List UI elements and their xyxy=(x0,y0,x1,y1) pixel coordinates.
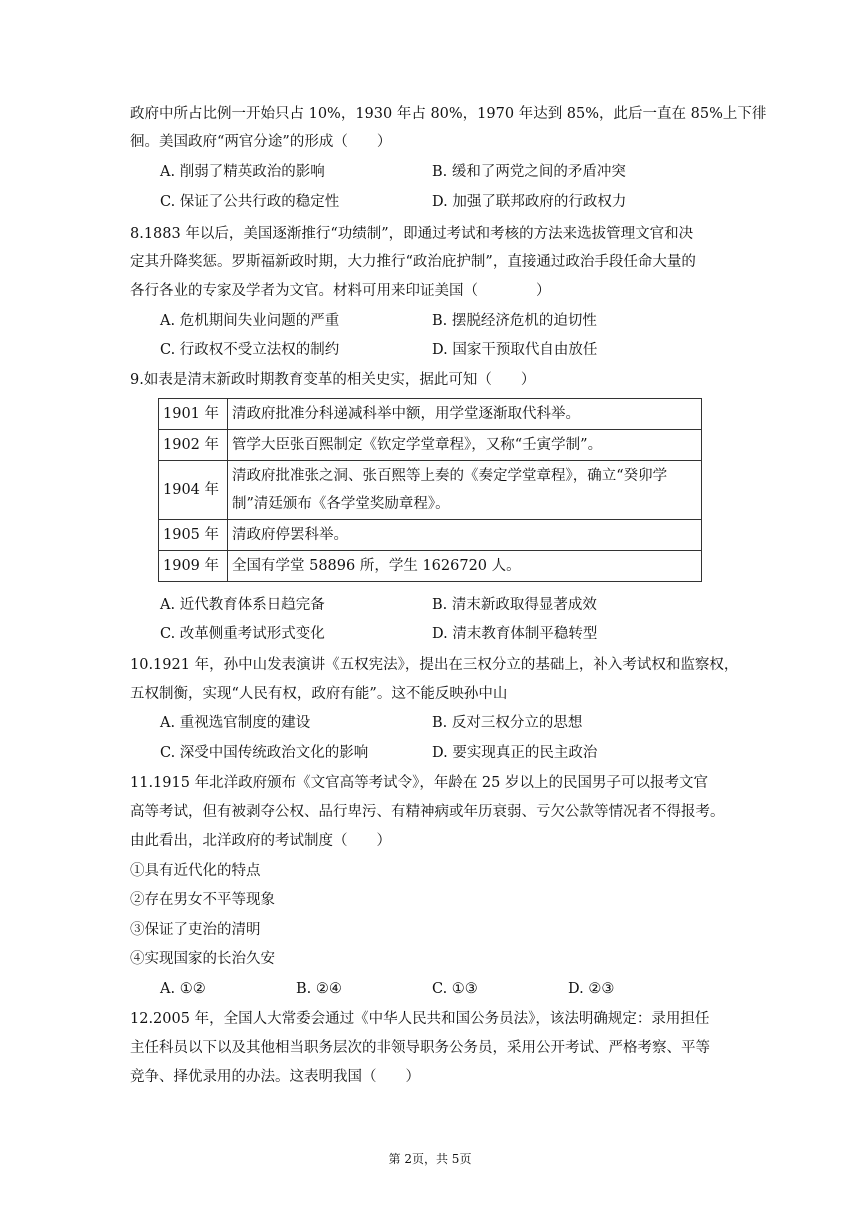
table-cell-event xyxy=(228,551,702,582)
q11-option-c: C. ①③ xyxy=(432,981,478,997)
q11-line-2: 高等考试，但有被剥夺公权、品行卑污、有精神病或年历衰弱、亏欠公款等情况者不得报考。 xyxy=(130,804,725,820)
q9-stem: 9.如表是清末新政时期教育变革的相关史实，据此可知（ ） xyxy=(130,372,536,388)
table-cell-event xyxy=(228,430,702,461)
table-cell-year: 1904 年 xyxy=(159,461,228,520)
q8-option-c: C. 行政权不受立法权的制约 xyxy=(160,342,340,358)
q8-line-1: 8.1883 年以后，美国逐渐推行“功绩制”，即通过考试和考核的方法来选拔管理文官和决 xyxy=(130,226,694,242)
q8-option-d: D. 国家干预取代自由放任 xyxy=(432,342,598,358)
q9-option-a: A. 近代教育体系日趋完备 xyxy=(160,597,325,613)
q10-option-b: B. 反对三权分立的思想 xyxy=(432,715,583,731)
table-row xyxy=(159,520,702,551)
q10-line-1: 10.1921 年，孙中山发表演讲《五权宪法》，提出在三权分立的基础上，补入考试权和监察权， xyxy=(130,657,739,673)
table-cell-year: 1902 年 xyxy=(159,430,228,461)
q7-option-a: A. 削弱了精英政治的影响 xyxy=(160,164,325,180)
q11-line-3: 由此看出，北洋政府的考试制度（ ） xyxy=(130,833,391,849)
event-text: 清政府批准张之洞、张百熙等上奏的《奏定学堂章程》，确立“癸卯学 xyxy=(232,468,668,484)
q7-line-1: 政府中所占比例一开始只占 10%，1930 年占 80%，1970 年达到 85%，此后一直在 85%上下徘 xyxy=(130,106,767,122)
table-cell-event xyxy=(228,461,702,520)
q9-option-d: D. 清末教育体制平稳转型 xyxy=(432,626,598,642)
q10-option-c: C. 深受中国传统政治文化的影响 xyxy=(160,745,369,761)
q8-line-3: 各行各业的专家及学者为文官。材料可用来印证美国（ ） xyxy=(130,283,551,299)
q7-line-2: 徊。美国政府“两官分途”的形成（ ） xyxy=(130,134,392,150)
q11-item-1: ①具有近代化的特点 xyxy=(130,863,261,879)
q11-option-d: D. ②③ xyxy=(568,981,615,997)
q11-option-a: A. ①② xyxy=(160,981,206,997)
q11-item-2: ②存在男女不平等现象 xyxy=(130,892,275,908)
table-row xyxy=(159,399,702,430)
q8-option-a: A. 危机期间失业问题的严重 xyxy=(160,313,340,329)
table-row xyxy=(159,551,702,582)
q7-option-b: B. 缓和了两党之间的矛盾冲突 xyxy=(432,164,626,180)
q11-option-b: B. ②④ xyxy=(296,981,342,997)
table-cell-year: 1905 年 xyxy=(159,520,228,551)
table-cell-event xyxy=(228,399,702,430)
q12-line-3: 竞争、择优录用的办法。这表明我国（ ） xyxy=(130,1069,420,1085)
table-cell-year: 1909 年 xyxy=(159,551,228,582)
q12-line-2: 主任科员以下以及其他相当职务层次的非领导职务公务员，采用公开考试、严格考察、平等 xyxy=(130,1040,710,1056)
q11-line-1: 11.1915 年北洋政府颁布《文官高等考试令》，年龄在 25 岁以上的民国男子可以报考文官 xyxy=(130,775,708,791)
page-number-footer: 第 2页，共 5页 xyxy=(388,1152,472,1166)
event-text: 清政府停罢科举。 xyxy=(232,527,348,543)
q8-line-2: 定其升降奖惩。罗斯福新政时期，大力推行“政治庇护制”，直接通过政治手段任命大量的 xyxy=(130,254,696,270)
q11-item-3: ③保证了吏治的清明 xyxy=(130,922,261,938)
q11-item-4: ④实现国家的长治久安 xyxy=(130,951,275,967)
event-text: 管学大臣张百熙制定《钦定学堂章程》，又称“壬寅学制”。 xyxy=(232,437,603,453)
q9-history-table xyxy=(158,398,702,582)
table-row xyxy=(159,461,702,520)
q10-line-2: 五权制衡，实现“人民有权，政府有能”。这不能反映孙中山 xyxy=(130,686,508,702)
event-text: 清政府批准分科递减科举中额，用学堂逐渐取代科举。 xyxy=(232,406,580,422)
q9-option-c: C. 改革侧重考试形式变化 xyxy=(160,626,325,642)
table-row xyxy=(159,430,702,461)
q12-line-1: 12.2005 年，全国人大常委会通过《中华人民共和国公务员法》，该法明确规定：录用担任 xyxy=(130,1011,710,1027)
event-text: 制”清廷颁布《各学堂奖励章程》。 xyxy=(232,496,450,512)
q7-option-d: D. 加强了联邦政府的行政权力 xyxy=(432,194,627,210)
q10-option-a: A. 重视选官制度的建设 xyxy=(160,715,311,731)
q8-option-b: B. 摆脱经济危机的迫切性 xyxy=(432,313,597,329)
event-text: 全国有学堂 58896 所，学生 1626720 人。 xyxy=(232,558,521,574)
table-cell-event xyxy=(228,520,702,551)
q10-option-d: D. 要实现真正的民主政治 xyxy=(432,745,598,761)
q7-option-c: C. 保证了公共行政的稳定性 xyxy=(160,194,340,210)
q9-option-b: B. 清末新政取得显著成效 xyxy=(432,597,597,613)
table-cell-year: 1901 年 xyxy=(159,399,228,430)
